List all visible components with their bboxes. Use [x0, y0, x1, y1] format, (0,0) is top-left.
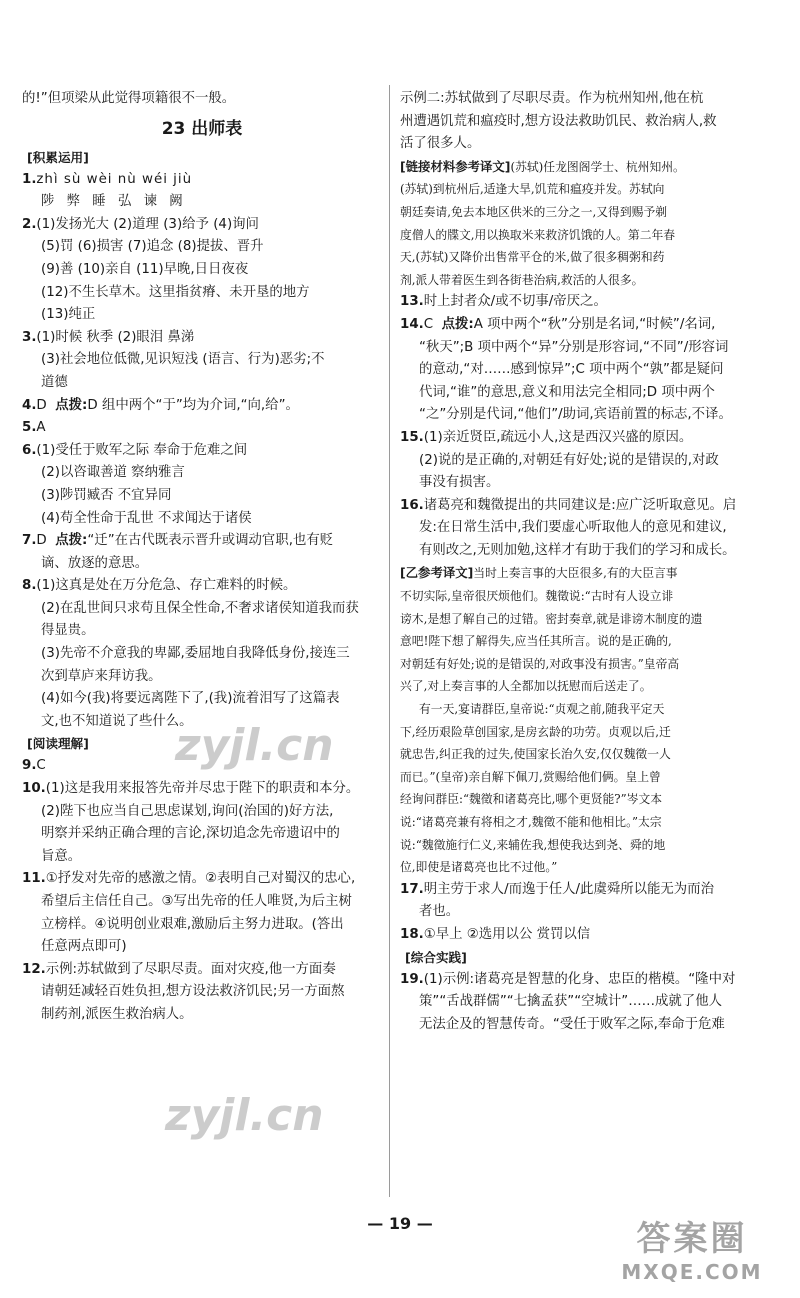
section-header-accumulate: [ 积累运用 ] — [22, 147, 382, 169]
q16-line: 有则改之,无则加勉,这样才有助于我们的学习和成长。 — [419, 542, 736, 558]
q14-line: “秋天”;B 项中两个“异”分别是形容词,“不同”/形容词 — [419, 339, 729, 355]
q15-line: 事没有损害。 — [419, 475, 500, 491]
section-header-reading: [ 阅读理解 ] — [22, 733, 382, 755]
yi-translation-line: 意吧!陛下想了解得失,应当任其所言。说的是正确的, — [400, 634, 672, 649]
column-divider — [389, 85, 390, 1197]
yi-translation-line: 位,即使是诸葛亮也比不过他。” — [400, 860, 558, 875]
link-translation-line: 天,(苏轼)又降价出售常平仓的米,做了很多稠粥和药 — [400, 250, 665, 265]
q3-line: (3)社会地位低微,见识短浅 (语言、行为)恶劣;不 — [41, 352, 325, 368]
yi-translation-line: 说:“魏徵施行仁义,来辅佐我,想使我达到尧、舜的地 — [400, 837, 666, 852]
q7-line: 谪、放逐的意思。 — [41, 555, 149, 571]
link-translation-line: [ 链接材料参考译文 ] (苏轼)任龙图阁学士、杭州知州。 — [400, 156, 776, 179]
q6-line: (2)以咨诹善道 察纳雅言 — [41, 465, 185, 481]
q16-line: 发:在日常生活中,我们要虚心听取他人的意见和建议, — [419, 520, 727, 536]
section-header-practice: [ 综合实践 ] — [400, 947, 776, 969]
yi-translation-line: [ 乙参考译文 ] 当时上奏言事的大臣很多,有的大臣言事 — [400, 562, 776, 585]
q4-line: 4.D 点拨:D 组中两个“于”均为介词,“向,给”。 — [22, 397, 299, 413]
q19-line: 无法企及的智慧传奇。“受任于败军之际,奉命于危难 — [419, 1016, 725, 1032]
right-column — [400, 88, 776, 1036]
q6-line: (3)陟罚臧否 不宜异同 — [41, 487, 172, 503]
q2-line: (13)纯正 — [41, 307, 96, 323]
corner-watermark-url: MXQE.COM — [621, 1260, 763, 1284]
q14-line: 代词,“谁”的意思,意义和用法完全相同;D 项中两个 — [419, 384, 715, 400]
link-translation-line: (苏轼)到杭州后,适逢大旱,饥荒和瘟疫并发。苏轼向 — [400, 182, 665, 197]
q7-line: 7.D 点拨:“迁”在古代既表示晋升或调动官职,也有贬 — [22, 533, 334, 549]
q10-line: 10.(1)这是我用来报答先帝并尽忠于陛下的职责和本分。 — [22, 781, 360, 797]
yi-translation-line: 经询问群臣:“魏徵和诸葛亮比,哪个更贤能?”岑文本 — [400, 792, 663, 807]
q1-pinyin: 1.zhì sù wèi nù wéi jiù — [22, 171, 193, 187]
carry-over-line: 示例二:苏轼做到了尽职尽责。作为杭州知州,他在杭 — [400, 91, 704, 106]
q8-line: 得显贵。 — [41, 623, 95, 639]
q2-line: (5)罚 (6)损害 (7)追念 (8)提拔、晋升 — [41, 239, 264, 255]
lesson-title: 23 出师表 — [161, 118, 243, 139]
q8-line: 次到草庐来拜访我。 — [41, 668, 162, 684]
q3-line: 道德 — [41, 374, 68, 390]
q3-line: 3.(1)时候 秋季 (2)眼泪 鼻涕 — [22, 329, 195, 345]
q11-line: 11.①抒发对先帝的感激之情。②表明自己对蜀汉的忠心, — [22, 871, 356, 887]
yi-translation-tag: [ 乙参考译文 ] — [400, 565, 473, 580]
yi-translation-line: 谤木,是想了解自己的过错。密封奏章,就是诽谤木制度的遗 — [400, 611, 703, 626]
q19-line: 策”“舌战群儒”“七擒孟获”“空城计”……成就了他人 — [419, 994, 722, 1010]
yi-translation-line: 下,经历艰险草创国家,是房玄龄的功劳。贞观以后,迁 — [400, 724, 671, 739]
q12-line: 请朝廷减轻百姓负担,想方设法救济饥民;另一方面熬 — [41, 984, 345, 1000]
left-column — [22, 88, 382, 1027]
q9-line: 9.C — [22, 758, 46, 774]
q15-line: 15.(1)亲近贤臣,疏远小人,这是西汉兴盛的原因。 — [400, 429, 693, 445]
q10-line: 明察并采纳正确合理的言论,深切追念先帝遗诏中的 — [41, 826, 340, 842]
link-translation-tag: [ 链接材料参考译文 ] — [400, 159, 510, 174]
q8-line: 8.(1)这真是处在万分危急、存亡难料的时候。 — [22, 578, 297, 594]
q11-line: 立榜样。④说明创业艰难,激励后主努力进取。(答出 — [41, 916, 344, 932]
yi-translation-line: 不切实际,皇帝很厌烦他们。魏徵说:“古时有人设立诽 — [400, 589, 674, 604]
q16-line: 16.诸葛亮和魏徵提出的共同建议是:应广泛听取意见。启 — [400, 497, 737, 513]
q17-line: 者也。 — [419, 904, 460, 920]
q5-line: 5.A — [22, 420, 46, 436]
q8-line: (3)先帝不介意我的卑鄙,委屈地自我降低身份,接连三 — [41, 646, 350, 662]
page-number: — 19 — — [367, 1214, 433, 1233]
q14-line: 的意动,“对……感到惊异”;C 项中两个“孰”都是疑问 — [419, 362, 724, 378]
q2-line: (12)不生长草木。这里指贫瘠、未开垦的地方 — [41, 284, 310, 300]
q19-line: 19.(1)示例:诸葛亮是智慧的化身、忠臣的楷模。“隆中对 — [400, 971, 736, 987]
q8-line: (2)在乱世间只求苟且保全性命,不奢求诸侯知道我而获 — [41, 600, 359, 616]
q2-line: (9)善 (10)亲自 (11)早晚,日日夜夜 — [41, 261, 249, 277]
q13-line: 13.时上封者众/或不切事/帝厌之。 — [400, 294, 607, 310]
q18-line: 18.①早上 ②选用以公 赏罚以信 — [400, 926, 591, 942]
q1-chars: 陟 弊 睡 弘 谏 阙 — [41, 194, 187, 210]
carry-over-line: 的!”但项梁从此觉得项籍很不一般。 — [22, 91, 236, 106]
carry-over-line: 州遭遇饥荒和瘟疫时,想方设法救助饥民、救治病人,救 — [400, 113, 717, 129]
q14-line: 14.C 点拨:A 项中两个“秋”分别是名词,“时候”/名词, — [400, 316, 716, 332]
q6-line: (4)苟全性命于乱世 不求闻达于诸侯 — [41, 510, 252, 526]
q12-line: 12.示例:苏轼做到了尽职尽责。面对灾疫,他一方面奏 — [22, 961, 336, 977]
q11-line: 任意两点即可) — [41, 939, 127, 955]
q6-line: 6.(1)受任于败军之际 奉命于危难之间 — [22, 442, 248, 458]
q8-line: (4)如今(我)将要远离陛下了,(我)流着泪写了这篇表 — [41, 691, 340, 707]
yi-translation-line: 说:“诸葛亮兼有将相之才,魏徵不能和他相比。”太宗 — [400, 815, 662, 829]
yi-translation-line: 而已。”(皇帝)亲自解下佩刀,赏赐给他们俩。皇上曾 — [400, 769, 661, 784]
watermark: zyjl.cn — [165, 1090, 324, 1141]
yi-translation-line: 就忠告,纠正我的过失,使国家长治久安,仅仅魏徵一人 — [400, 747, 671, 762]
yi-translation-line: 有一天,宴请群臣,皇帝说:“贞观之前,随我平定天 — [419, 702, 665, 717]
q2-line: 2.(1)发扬光大 (2)道理 (3)给予 (4)询问 — [22, 216, 259, 232]
corner-watermark-title: 答案圈 — [636, 1219, 748, 1259]
q12-line: 制药剂,派医生救治病人。 — [41, 1006, 193, 1022]
q17-line: 17.明主劳于求人/而逸于任人/此虞舜所以能无为而治 — [400, 881, 714, 897]
link-translation-line: 朝廷奏请,免去本地区供米的三分之一,又得到赐予剃 — [400, 204, 668, 219]
q8-line: 文,也不知道说了些什么。 — [41, 713, 193, 729]
q15-line: (2)说的是正确的,对朝廷有好处;说的是错误的,对政 — [419, 452, 719, 468]
q11-line: 希望后主信任自己。③写出先帝的任人唯贤,为后主树 — [41, 894, 352, 909]
link-translation-line: 度僧人的牒文,用以换取米来救济饥饿的人。第二年春 — [400, 227, 676, 242]
watermark: zyjl.cn — [175, 720, 334, 771]
corner-watermark — [592, 1211, 792, 1284]
q10-line: 旨意。 — [41, 848, 82, 864]
q10-line: (2)陛下也应当自己思虑谋划,询问(治国的)好方法, — [41, 803, 334, 819]
q14-line: “之”分别是代词,“他们”/助词,宾语前置的标志,不译。 — [419, 407, 732, 423]
link-translation-line: 剂,派人带着医生到各街巷治病,救活的人很多。 — [400, 272, 644, 287]
yi-translation-line: 对朝廷有好处;说的是错误的,对政事没有损害。”皇帝高 — [400, 656, 680, 671]
yi-translation-line: 兴了,对上奏言事的人全都加以抚慰而后送走了。 — [400, 679, 652, 694]
carry-over-line: 活了很多人。 — [400, 136, 481, 152]
